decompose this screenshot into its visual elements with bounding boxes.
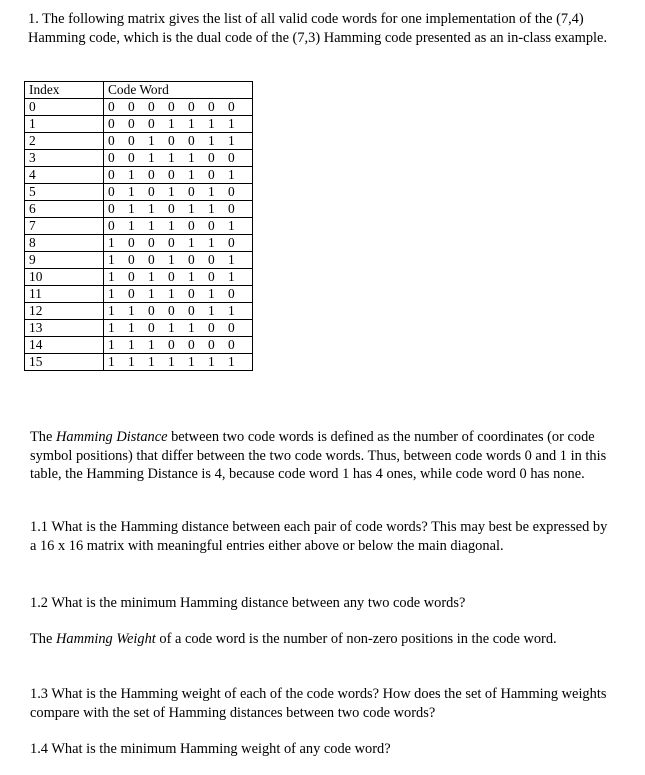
code-bit: 1 [168, 286, 175, 301]
table-row [25, 354, 253, 371]
code-bit: 1 [188, 354, 195, 369]
code-bit: 1 [168, 252, 175, 267]
row-code-word [104, 286, 253, 303]
code-bit: 0 [208, 99, 215, 114]
code-bit: 0 [188, 133, 195, 148]
code-bit: 0 [168, 99, 175, 114]
table-row [25, 201, 253, 218]
code-bit: 0 [228, 337, 235, 352]
code-bit: 1 [148, 218, 155, 233]
code-bit: 1 [128, 167, 135, 182]
index-header: Index [25, 82, 104, 99]
row-code-word [104, 201, 253, 218]
code-bit: 0 [208, 269, 215, 284]
code-bit: 1 [188, 269, 195, 284]
code-bit: 0 [188, 99, 195, 114]
code-bit: 0 [188, 337, 195, 352]
code-bit: 1 [148, 150, 155, 165]
code-bit: 0 [188, 218, 195, 233]
row-code-word [104, 252, 253, 269]
hamming-distance-definition [30, 428, 615, 484]
code-bit: 0 [188, 303, 195, 318]
code-bit: 0 [168, 167, 175, 182]
code-bit: 0 [108, 184, 115, 199]
code-bit: 1 [148, 201, 155, 216]
code-bit: 1 [168, 218, 175, 233]
code-bit: 1 [128, 303, 135, 318]
code-bit: 0 [128, 133, 135, 148]
table-row [25, 337, 253, 354]
row-code-word [104, 354, 253, 371]
code-bit: 1 [208, 184, 215, 199]
row-index: 1 [25, 116, 104, 133]
code-bit: 1 [208, 286, 215, 301]
code-bit: 0 [108, 167, 115, 182]
table-row [25, 303, 253, 320]
code-bit: 1 [208, 235, 215, 250]
code-bit: 1 [228, 116, 235, 131]
row-code-word [104, 99, 253, 116]
code-bit: 1 [148, 269, 155, 284]
code-bit: 1 [148, 133, 155, 148]
code-word-table [24, 81, 253, 371]
code-bit: 0 [148, 99, 155, 114]
row-index: 8 [25, 235, 104, 252]
code-bit: 0 [228, 286, 235, 301]
row-index: 2 [25, 133, 104, 150]
code-bit: 1 [128, 337, 135, 352]
code-bit: 1 [188, 150, 195, 165]
code-bit: 0 [168, 235, 175, 250]
row-code-word [104, 269, 253, 286]
row-index: 3 [25, 150, 104, 167]
code-bit: 1 [208, 354, 215, 369]
table-row [25, 252, 253, 269]
code-bit: 1 [188, 116, 195, 131]
table-row [25, 320, 253, 337]
hw-rest: of a code word is the number of non-zero positions in the code word. [155, 631, 557, 647]
code-bit: 0 [228, 99, 235, 114]
table-row [25, 184, 253, 201]
row-code-word [104, 320, 253, 337]
code-bit: 0 [168, 133, 175, 148]
code-bit: 1 [128, 184, 135, 199]
row-index: 5 [25, 184, 104, 201]
code-bit: 1 [188, 235, 195, 250]
row-index: 11 [25, 286, 104, 303]
code-bit: 0 [168, 303, 175, 318]
code-bit: 0 [188, 252, 195, 267]
code-bit: 0 [148, 235, 155, 250]
hd-rest: between two code words is defined as the number of coordinates (or code symbol positions) that differ between the two code words. Thus, between code words 0 and 1 in this table, the Hamming Distance is 4, because code word 1 has 4 ones, while code word 0 has none. [30, 429, 607, 482]
code-bit: 0 [148, 167, 155, 182]
code-bit: 0 [108, 218, 115, 233]
table-row [25, 235, 253, 252]
table-row [25, 286, 253, 303]
row-code-word [104, 184, 253, 201]
row-index: 7 [25, 218, 104, 235]
row-index: 14 [25, 337, 104, 354]
code-word-header: Code Word [104, 82, 253, 99]
row-index: 9 [25, 252, 104, 269]
code-bit: 0 [108, 201, 115, 216]
code-bit: 0 [208, 320, 215, 335]
row-index: 13 [25, 320, 104, 337]
code-bit: 1 [128, 218, 135, 233]
question-1-1: 1.1 What is the Hamming distance between each pair of code words? This may best be expressed by a 16 x 16 matrix with meaningful entries either above or below the main diagonal. [30, 519, 608, 554]
code-bit: 0 [148, 184, 155, 199]
code-bit: 1 [228, 354, 235, 369]
code-bit: 1 [168, 116, 175, 131]
hd-lead: The [30, 429, 56, 445]
row-index: 4 [25, 167, 104, 184]
code-bit: 1 [228, 133, 235, 148]
code-bit: 1 [108, 354, 115, 369]
hw-term: Hamming Weight [55, 631, 156, 647]
code-bit: 1 [128, 354, 135, 369]
table-row [25, 116, 253, 133]
code-bit: 0 [208, 218, 215, 233]
table-row [25, 150, 253, 167]
row-code-word [104, 303, 253, 320]
code-bit: 1 [208, 133, 215, 148]
code-bit: 0 [108, 99, 115, 114]
code-bit: 0 [228, 235, 235, 250]
code-bit: 1 [188, 167, 195, 182]
table-row [25, 133, 253, 150]
code-bit: 1 [108, 337, 115, 352]
code-bit: 0 [188, 184, 195, 199]
question-1-4: 1.4 What is the minimum Hamming weight of any code word? [30, 741, 391, 757]
code-bit: 0 [168, 269, 175, 284]
table-row [25, 218, 253, 235]
code-bit: 1 [108, 269, 115, 284]
code-bit: 0 [168, 337, 175, 352]
row-index: 12 [25, 303, 104, 320]
code-bit: 1 [228, 167, 235, 182]
code-bit: 0 [208, 150, 215, 165]
question-1-2: 1.2 What is the minimum Hamming distance between any two code words? [30, 595, 466, 611]
row-index: 0 [25, 99, 104, 116]
code-bit: 0 [128, 252, 135, 267]
question-1-3: 1.3 What is the Hamming weight of each of the code words? How does the set of Hamming weights compare with the set of Hamming distances between two code words? [30, 686, 607, 721]
row-code-word [104, 150, 253, 167]
hw-lead: The [30, 631, 56, 647]
code-bit: 0 [128, 235, 135, 250]
code-bit: 0 [148, 320, 155, 335]
code-bit: 1 [108, 252, 115, 267]
code-bit: 1 [208, 303, 215, 318]
code-bit: 1 [208, 116, 215, 131]
code-bit: 0 [128, 286, 135, 301]
code-bit: 0 [148, 303, 155, 318]
code-bit: 1 [188, 320, 195, 335]
row-index: 6 [25, 201, 104, 218]
row-index: 15 [25, 354, 104, 371]
table-header-row [25, 82, 253, 99]
code-bit: 0 [108, 150, 115, 165]
table-row [25, 269, 253, 286]
code-bit: 0 [208, 252, 215, 267]
code-bit: 0 [128, 150, 135, 165]
code-bit: 1 [148, 286, 155, 301]
code-bit: 1 [228, 303, 235, 318]
table-row [25, 167, 253, 184]
code-bit: 0 [208, 337, 215, 352]
code-bit: 1 [228, 218, 235, 233]
code-bit: 0 [148, 252, 155, 267]
code-bit: 0 [128, 269, 135, 284]
table-row [25, 99, 253, 116]
row-code-word [104, 116, 253, 133]
code-bit: 0 [228, 201, 235, 216]
code-bit: 0 [108, 116, 115, 131]
hamming-weight-definition [30, 630, 615, 649]
code-bit: 0 [128, 116, 135, 131]
hd-term: Hamming Distance [55, 429, 168, 445]
row-code-word [104, 337, 253, 354]
code-bit: 1 [208, 201, 215, 216]
code-bit: 0 [168, 201, 175, 216]
code-bit: 1 [108, 235, 115, 250]
code-bit: 1 [108, 320, 115, 335]
code-bit: 0 [228, 184, 235, 199]
code-bit: 0 [108, 133, 115, 148]
code-bit: 0 [208, 167, 215, 182]
code-bit: 1 [128, 201, 135, 216]
code-bit: 0 [228, 150, 235, 165]
code-bit: 1 [228, 252, 235, 267]
code-bit: 1 [168, 184, 175, 199]
code-bit: 1 [148, 354, 155, 369]
code-word-rows [25, 99, 253, 371]
code-bit: 1 [148, 337, 155, 352]
code-bit: 1 [108, 286, 115, 301]
code-bit: 1 [168, 354, 175, 369]
code-bit: 1 [228, 269, 235, 284]
code-bit: 1 [108, 303, 115, 318]
code-bit: 0 [128, 99, 135, 114]
code-bit: 1 [128, 320, 135, 335]
row-code-word [104, 133, 253, 150]
code-bit: 1 [188, 201, 195, 216]
intro-paragraph: 1. The following matrix gives the list of all valid code words for one implementation of the (7,4) Hamming code, which is the dual code of the (7,3) Hamming code presented as an in-class example. [28, 11, 608, 46]
row-code-word [104, 235, 253, 252]
code-bit: 1 [168, 320, 175, 335]
code-bit: 1 [168, 150, 175, 165]
code-bit: 0 [148, 116, 155, 131]
row-code-word [104, 167, 253, 184]
code-bit: 0 [188, 286, 195, 301]
row-code-word [104, 218, 253, 235]
row-index: 10 [25, 269, 104, 286]
code-bit: 0 [228, 320, 235, 335]
